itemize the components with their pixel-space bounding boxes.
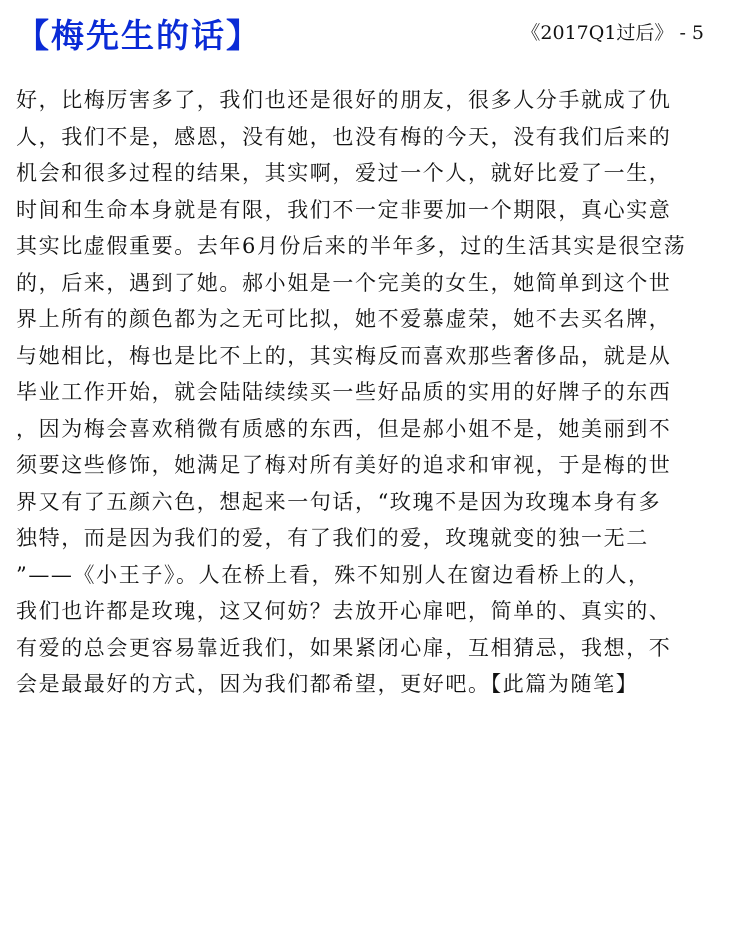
text-line: 界上所有的颜色都为之无可比拟，她不爱慕虚荣，她不去买名牌，	[16, 307, 672, 331]
text-line: 人，我们不是，感恩，没有她，也没有梅的今天，没有我们后来的	[16, 124, 672, 149]
text-line: 界又有了五颜六色，想起来一句话，“玫瑰不是因为玫瑰本身有多	[16, 489, 662, 514]
text-line: ”——《小王子》。人在桥上看，殊不知别人在窗边看桥上的人，	[16, 562, 651, 587]
text-line: 时间和生命本身就是有限，我们不一定非要加一个期限，真心实意	[16, 197, 672, 222]
text-line: 机会和很多过程的结果，其实啊，爱过一个人，就好比爱了一生，	[16, 161, 672, 185]
text-line: 会是最最好的方式，因为我们都希望，更好吧。【此篇为随笔】	[16, 672, 639, 696]
running-head: 《2017Q1过后》 - 5	[521, 22, 704, 44]
page-title: 【梅先生的话】	[16, 16, 261, 55]
text-line: 独特，而是因为我们的爱，有了我们的爱，玫瑰就变的独一无二	[16, 526, 649, 550]
text-line: 好，比梅厉害多了，我们也还是很好的朋友，很多人分手就成了仇	[16, 88, 672, 112]
page-header	[0, 0, 750, 70]
text-line: 毕业工作开始，就会陆陆续续买一些好品质的实用的好牌子的东西	[16, 380, 672, 404]
text-line: 其实比虚假重要。去年6月份后来的半年多，过的生活其实是很空荡	[16, 234, 687, 258]
text-line: 须要这些修饰，她满足了梅对所有美好的追求和审视，于是梅的世	[16, 453, 672, 477]
text-line: 我们也许都是玫瑰，这又何妨？去放开心扉吧，简单的、真实的、	[16, 599, 672, 623]
text-line: 有爱的总会更容易靠近我们，如果紧闭心扉，互相猜忌，我想，不	[16, 635, 672, 660]
text-line: ，因为梅会喜欢稍微有质感的东西，但是郝小姐不是，她美丽到不	[16, 416, 672, 441]
body-text	[16, 82, 734, 703]
text-line: 的，后来，遇到了她。郝小姐是一个完美的女生，她简单到这个世	[16, 270, 672, 295]
text-line: 与她相比，梅也是比不上的，其实梅反而喜欢那些奢侈品，就是从	[16, 343, 672, 368]
